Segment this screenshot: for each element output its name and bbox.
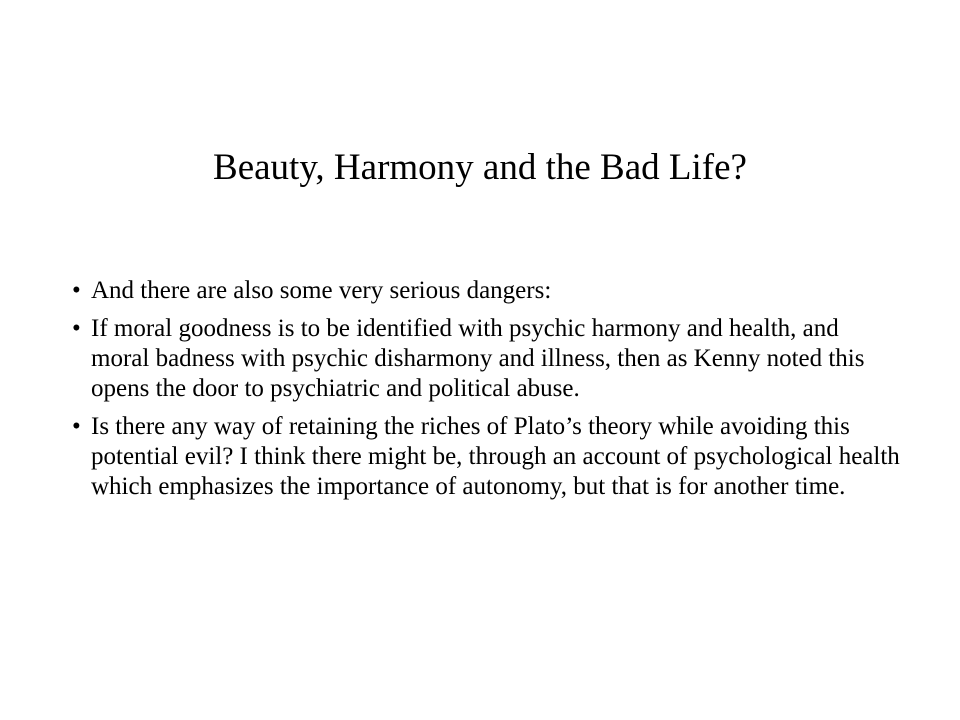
bullet-text: If moral goodness is to be identified with psychic harmony and health, and moral badness with psychic disharmony and illness, then as Kenny noted this opens the door to psychiatric and political abuse.	[91, 315, 865, 402]
slide-title: Beauty, Harmony and the Bad Life?	[213, 147, 747, 188]
bullet-item	[72, 276, 902, 306]
bullet-icon: •	[72, 315, 81, 342]
bullet-list	[72, 276, 902, 510]
bullet-item	[72, 412, 902, 502]
bullet-icon: •	[72, 277, 81, 304]
bullet-icon: •	[72, 413, 81, 440]
bullet-text: And there are also some very serious dangers:	[91, 277, 552, 304]
bullet-text: Is there any way of retaining the riches of Plato’s theory while avoiding this potential evil? I think there might be, through an account of psychological health which emphasizes the importance of autonomy, but that is for another time.	[91, 413, 900, 500]
bullet-item	[72, 314, 902, 404]
